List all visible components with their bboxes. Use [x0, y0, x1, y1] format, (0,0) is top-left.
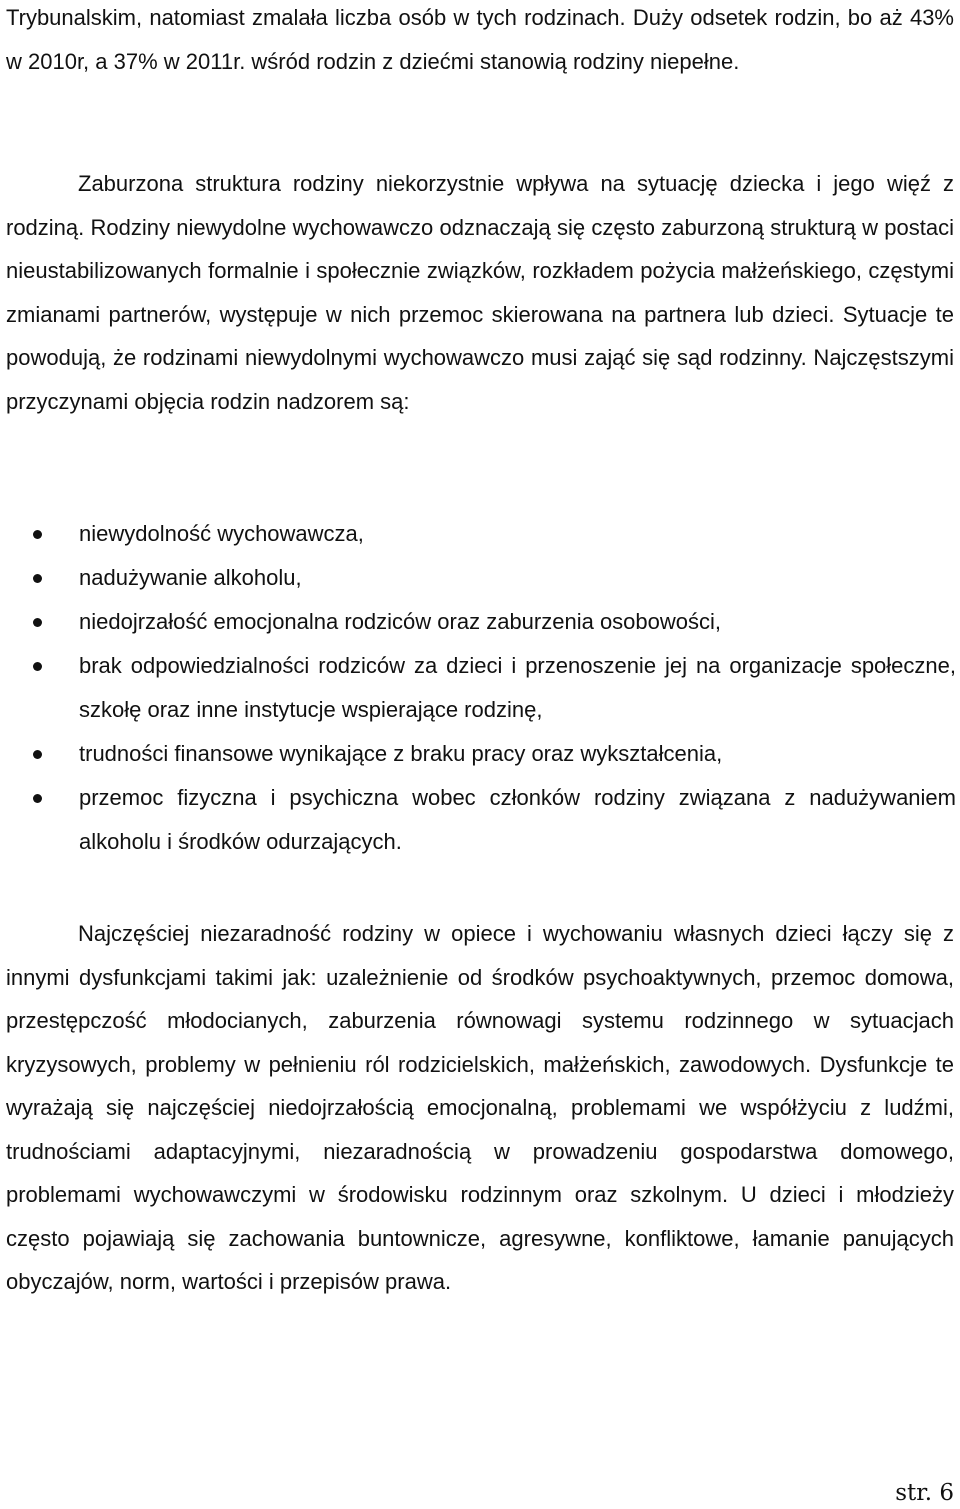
bullet-icon: [33, 662, 42, 671]
causes-list: [0, 512, 956, 864]
paragraph-intro: Trybunalskim, natomiast zmalała liczba osób w tych rodzinach. Duży odsetek rodzin, bo aż 43% w 2010r, a 37% w 2011r. wśród rodzin z dziećmi stanowią rodziny niepełne.: [6, 5, 954, 74]
bullet-icon: [33, 530, 42, 539]
bullet-icon: [33, 574, 42, 583]
list-item: [0, 600, 956, 644]
list-item-text: trudności finansowe wynikające z braku pracy oraz wykształcenia,: [79, 741, 723, 766]
list-item-text: niedojrzałość emocjonalna rodziców oraz zaburzenia osobowości,: [79, 609, 722, 634]
list-item-text: niewydolność wychowawcza,: [79, 521, 364, 546]
paragraph-dysfunctions: Najczęściej niezaradność rodziny w opiece i wychowaniu własnych dzieci łączy się z innymi dysfunkcjami takimi jak: uzależnienie od środków psychoaktywnych, przemoc domowa, przestępczość młodocianych, zaburzenia równowagi systemu rodzinnego w sytuacjach kryzysowych, problemy w pełnieniu ról rodzicielskich, małżeńskich, zawodowych. Dysfunkcje te wyrażają się najczęściej niedojrzałością emocjonalną, problemami we współżyciu z ludźmi, trudnościami adaptacyjnymi, niezaradnością w prowadzeniu gospodarstwa domowego, problemami wychowawczymi w środowisku rodzinnym oraz szkolnym. U dzieci i młodzieży często pojawiają się zachowania buntownicze, agresywne, konfliktowe, łamanie panujących obyczajów, norm, wartości i przepisów prawa.: [6, 921, 954, 1294]
page-number: str. 6: [895, 1480, 954, 1506]
list-item: [0, 512, 956, 556]
list-item-text: nadużywanie alkoholu,: [79, 565, 302, 590]
bullet-icon: [33, 750, 42, 759]
list-item-text: brak odpowiedzialności rodziców za dzieci i przenoszenie jej na organizacje społeczne, szkołę oraz inne instytucje wspierające rodzinę,: [79, 653, 956, 722]
paragraph-family-structure: Zaburzona struktura rodziny niekorzystnie wpływa na sytuację dziecka i jego więź z rodziną. Rodziny niewydolne wychowawczo odznaczają się często zaburzoną strukturą w postaci nieustabilizowanych formalnie i społecznie związków, rozkładem pożycia małżeńskiego, częstymi zmianami partnerów, występuje w nich przemoc skierowana na partnera lub dzieci. Sytuacje te powodują, że rodzinami niewydolnymi wychowawczo musi zająć się sąd rodzinny. Najczęstszymi przyczynami objęcia rodzin nadzorem są:: [6, 171, 954, 414]
list-item: [0, 732, 956, 776]
list-item: [0, 776, 956, 864]
bullet-icon: [33, 794, 42, 803]
list-item: [0, 556, 956, 600]
bullet-icon: [33, 618, 42, 627]
list-item: [0, 644, 956, 732]
list-item-text: przemoc fizyczna i psychiczna wobec członków rodziny związana z nadużywaniem alkoholu i środków odurzających.: [79, 785, 956, 854]
